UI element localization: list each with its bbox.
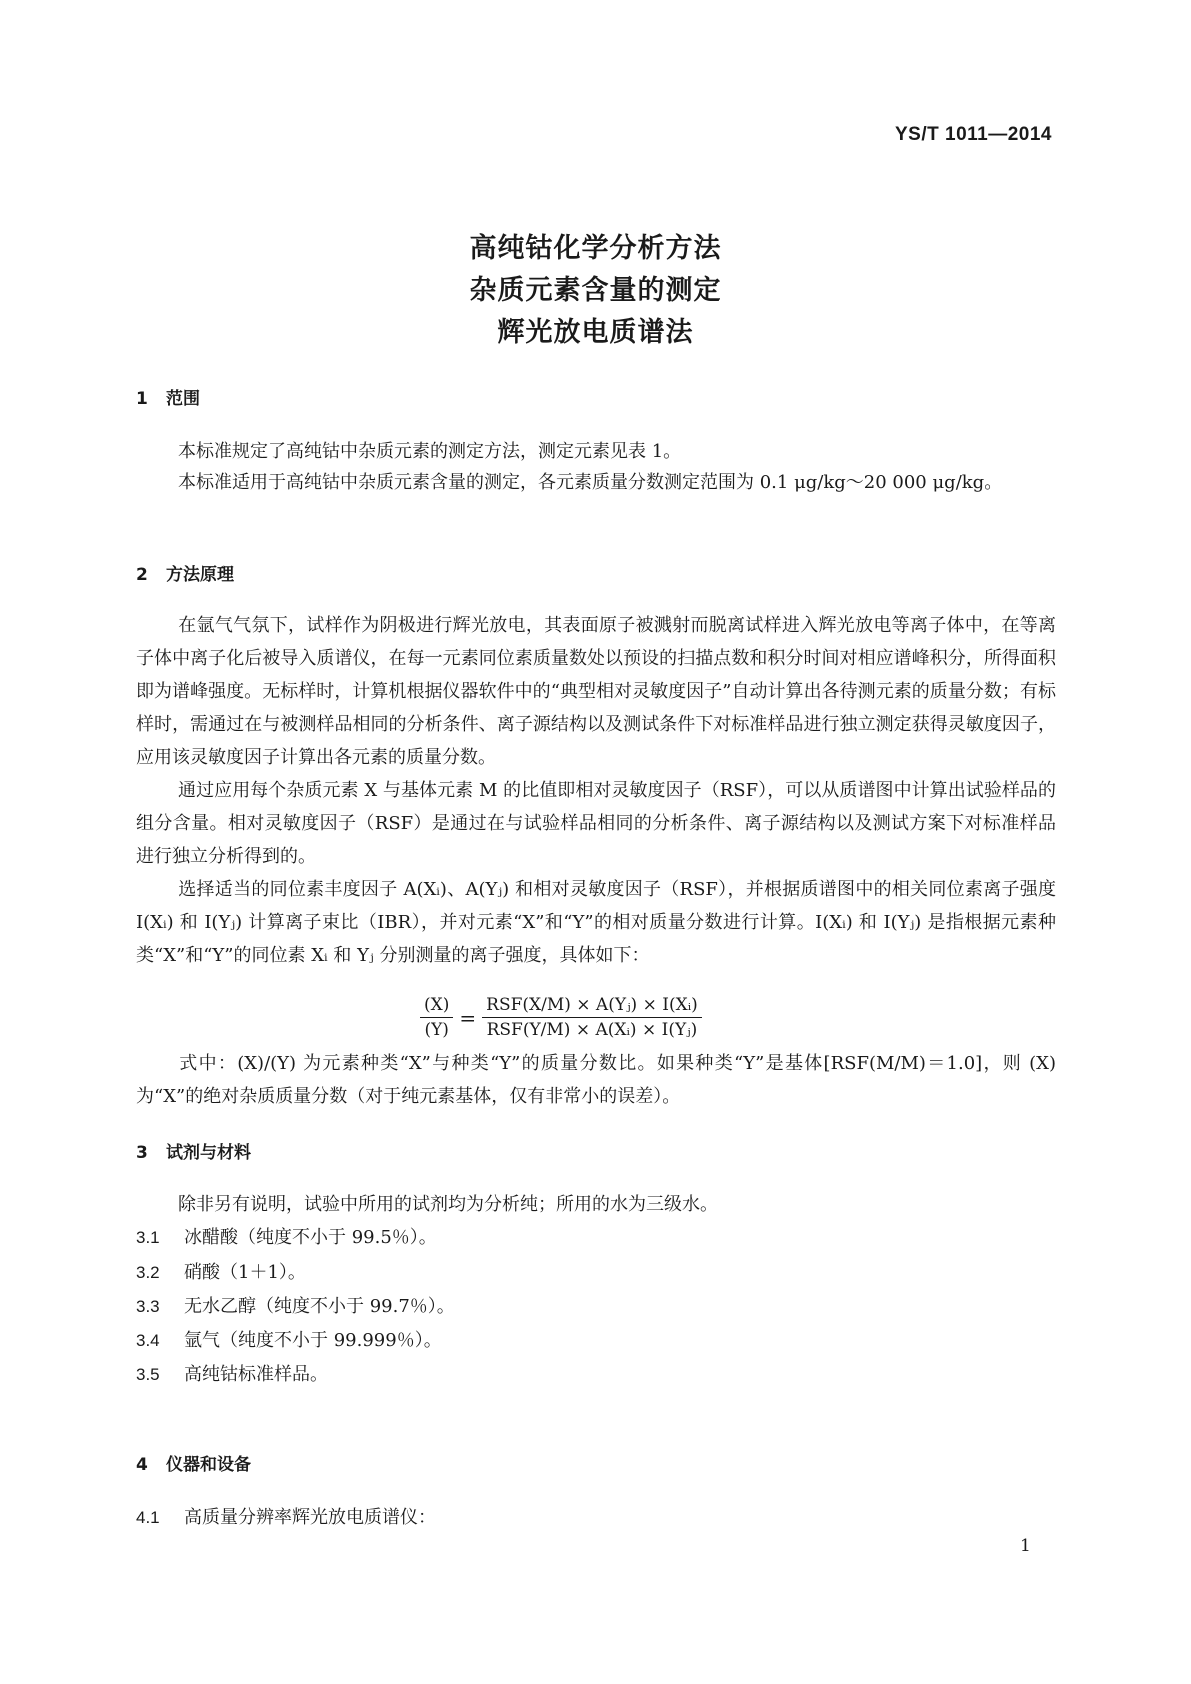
item-number: 3.3 [136,1297,160,1316]
paragraph-text: 除非另有说明，试验中所用的试剂均为分析纯；所用的水为三级水。 [178,1194,718,1215]
paragraph-text: 本标准规定了高纯钴中杂质元素的测定方法，测定元素见表 1。 [178,441,682,462]
item-number: 3.5 [136,1365,160,1384]
section-number: 3 [136,1143,148,1163]
section-title: 仪器和设备 [166,1455,251,1475]
page-number: 1 [1020,1536,1031,1556]
section-title: 方法原理 [166,565,234,585]
formula-rhs-numerator: RSF(X/M) × A(Yⱼ) × I(Xᵢ) [482,995,702,1018]
section-2-paragraph-3 [136,873,1056,972]
item-text: 高纯钴标准样品。 [184,1364,328,1385]
section-number: 1 [136,389,148,409]
section-number: 2 [136,565,148,585]
section-3-intro [136,1188,1056,1221]
section-title: 范围 [166,389,200,409]
list-item [136,1223,437,1253]
section-number: 4 [136,1455,148,1475]
formula-equals: = [459,1005,477,1030]
section-title: 试剂与材料 [166,1143,251,1163]
section-1-heading [136,384,200,409]
list-item [136,1503,436,1533]
paragraph-text: 选择适当的同位素丰度因子 A(Xᵢ)、A(Yⱼ) 和相对灵敏度因子（RSF），并根据质谱图中的相关同位素离子强度 I(Xᵢ) 和 I(Yⱼ) 计算离子束比（IBR），并对元素“X”和“Y”的相对质量分数进行计算。I(Xᵢ) 和 I(Yⱼ) 是指根据元素种类“X”和“Y”的同位素 Xᵢ 和 Yⱼ 分别测量的离子强度，具体如下： [136,879,1056,966]
section-2-paragraph-2 [136,774,1056,873]
standard-code: YS/T 1011—2014 [895,124,1052,145]
title-line-3: 辉光放电质谱法 [497,317,694,348]
section-3-heading [136,1138,251,1163]
list-item [136,1360,328,1390]
paragraph-text: 在氩气气氛下，试样作为阴极进行辉光放电，其表面原子被溅射而脱离试样进入辉光放电等离子体中，在等离子体中离子化后被导入质谱仪，在每一元素同位素质量数处以预设的扫描点数和积分时间对相应谱峰积分，所得面积即为谱峰强度。无标样时，计算机根据仪器软件中的“典型相对灵敏度因子”自动计算出各待测元素的质量分数；有标样时，需通过在与被测样品相同的分析条件、离子源结构以及测试条件下对标准样品进行独立测定获得灵敏度因子，应用该灵敏度因子计算出各元素的质量分数。 [136,615,1056,768]
formula-lhs-numerator: (X) [420,995,453,1018]
item-text: 氩气（纯度不小于 99.999％）。 [184,1330,442,1351]
item-number: 3.1 [136,1228,160,1247]
section-1-paragraph-2 [136,466,1056,499]
list-item [136,1258,306,1288]
item-text: 高质量分辨率辉光放电质谱仪： [184,1507,436,1528]
isotope-ratio-formula [420,995,702,1040]
formula-lhs-denominator: (Y) [424,1020,449,1040]
section-4-heading [136,1450,251,1475]
section-2-paragraph-4 [136,1047,1056,1113]
formula-lhs-fraction [420,995,453,1040]
paragraph-text: 式中：(X)/(Y) 为元素种类“X”与种类“Y”的质量分数比。如果种类“Y”是基体[RSF(M/M)＝1.0]，则 (X) 为“X”的绝对杂质质量分数（对于纯元素基体，仅有非常小的误差）。 [136,1053,1056,1107]
document-title [0,228,1191,354]
paragraph-text: 通过应用每个杂质元素 X 与基体元素 M 的比值即相对灵敏度因子（RSF），可以从质谱图中计算出试验样品的组分含量。相对灵敏度因子（RSF）是通过在与试验样品相同的分析条件、离子源结构以及测试方案下对标准样品进行独立分析得到的。 [136,780,1056,867]
title-line-2: 杂质元素含量的测定 [469,275,722,306]
formula-rhs-fraction [482,995,702,1040]
item-number: 3.2 [136,1263,160,1282]
title-line-1: 高纯钴化学分析方法 [469,233,722,264]
paragraph-text: 本标准适用于高纯钴中杂质元素含量的测定，各元素质量分数测定范围为 0.1 μg/kg～20 000 μg/kg。 [178,472,1003,493]
section-2-heading [136,560,234,585]
section-2-paragraph-1 [136,609,1056,774]
item-number: 4.1 [136,1508,160,1527]
item-text: 无水乙醇（纯度不小于 99.7％）。 [184,1296,455,1317]
item-number: 3.4 [136,1331,160,1350]
list-item [136,1292,455,1322]
item-text: 冰醋酸（纯度不小于 99.5％）。 [184,1227,437,1248]
section-1-paragraph-1 [136,435,1056,468]
formula-rhs-denominator: RSF(Y/M) × A(Xᵢ) × I(Yⱼ) [486,1020,698,1040]
list-item [136,1326,442,1356]
item-text: 硝酸（1＋1）。 [184,1262,306,1283]
